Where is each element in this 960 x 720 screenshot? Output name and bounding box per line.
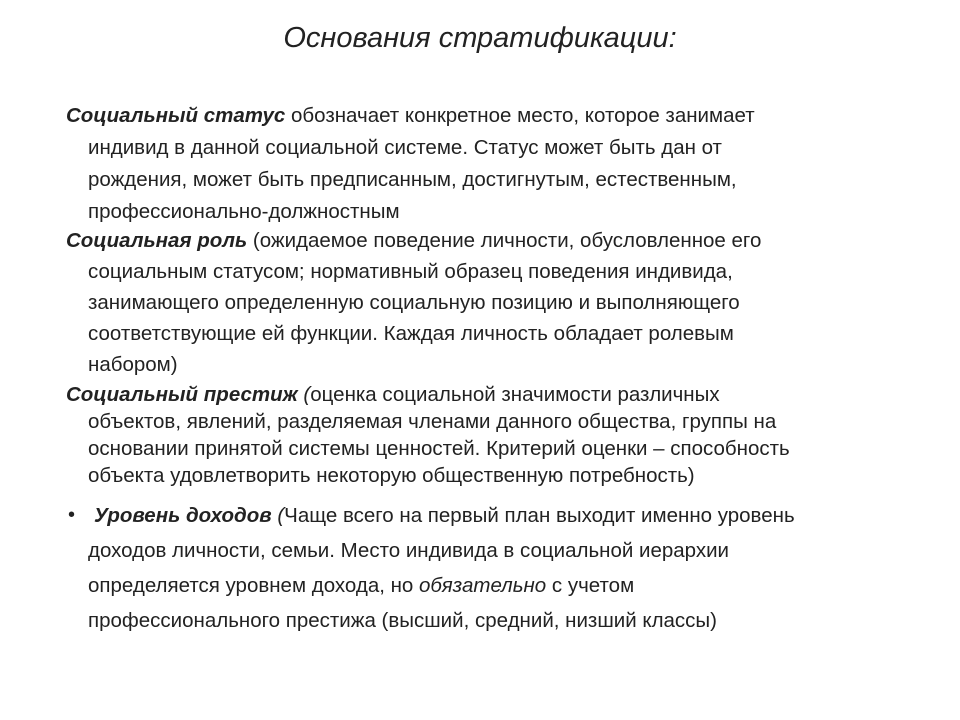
text-line (70, 568, 920, 603)
term-income-level: Уровень доходов (94, 504, 272, 527)
paragraph-income-level (70, 498, 920, 638)
text-line: профессионального престижа (высший, средний, низший классы) (88, 609, 717, 632)
text-fragment: определяется уровнем дохода, но (88, 574, 420, 597)
text-line (70, 498, 920, 533)
text-fragment: Чаще всего на первый план выходит именно уровень (284, 504, 795, 527)
text-fragment: ( (297, 383, 311, 406)
text-line: основании принятой системы ценностей. Критерий оценки – способность (88, 437, 790, 460)
text-line: объекта удовлетворить некоторую общественную потребность) (88, 464, 695, 487)
text-fragment: обозначает конкретное место, которое занимает (285, 104, 755, 127)
text-line: индивид в данной социальной системе. Статус может быть дан от (88, 136, 722, 159)
text-line (66, 100, 916, 132)
term-social-role: Социальная роль (66, 229, 248, 252)
paragraph-social-prestige (66, 381, 916, 489)
text-line: набором) (88, 353, 178, 376)
text-line (66, 381, 916, 408)
text-line: рождения, может быть предписанным, достигнутым, естественным, (88, 168, 737, 191)
paragraph-social-status (66, 100, 916, 228)
text-fragment: (ожидаемое поведение личности, обусловленное его (247, 229, 762, 252)
text-fragment: с учетом (546, 574, 635, 597)
bullet-icon: • (68, 504, 76, 526)
text-line: социальным статусом; нормативный образец поведения индивида, (88, 260, 733, 283)
text-line: объектов, явлений, разделяемая членами данного общества, группы на (88, 410, 777, 433)
term-social-status: Социальный статус (66, 104, 286, 127)
text-line (66, 225, 916, 256)
emphasis-text: обязательно (419, 574, 547, 597)
text-line: профессионально-должностным (88, 200, 400, 223)
term-social-prestige: Социальный престиж (66, 383, 298, 406)
slide-title: Основания стратификации: (283, 22, 677, 54)
text-fragment: ( (271, 504, 285, 527)
text-fragment: оценка социальной значимости различных (310, 383, 720, 406)
text-line: доходов личности, семьи. Место индивида в социальной иерархии (88, 539, 729, 562)
paragraph-social-role (66, 225, 916, 380)
text-line: занимающего определенную социальную позицию и выполняющего (88, 291, 740, 314)
text-line: соответствующие ей функции. Каждая личность обладает ролевым (88, 322, 734, 345)
